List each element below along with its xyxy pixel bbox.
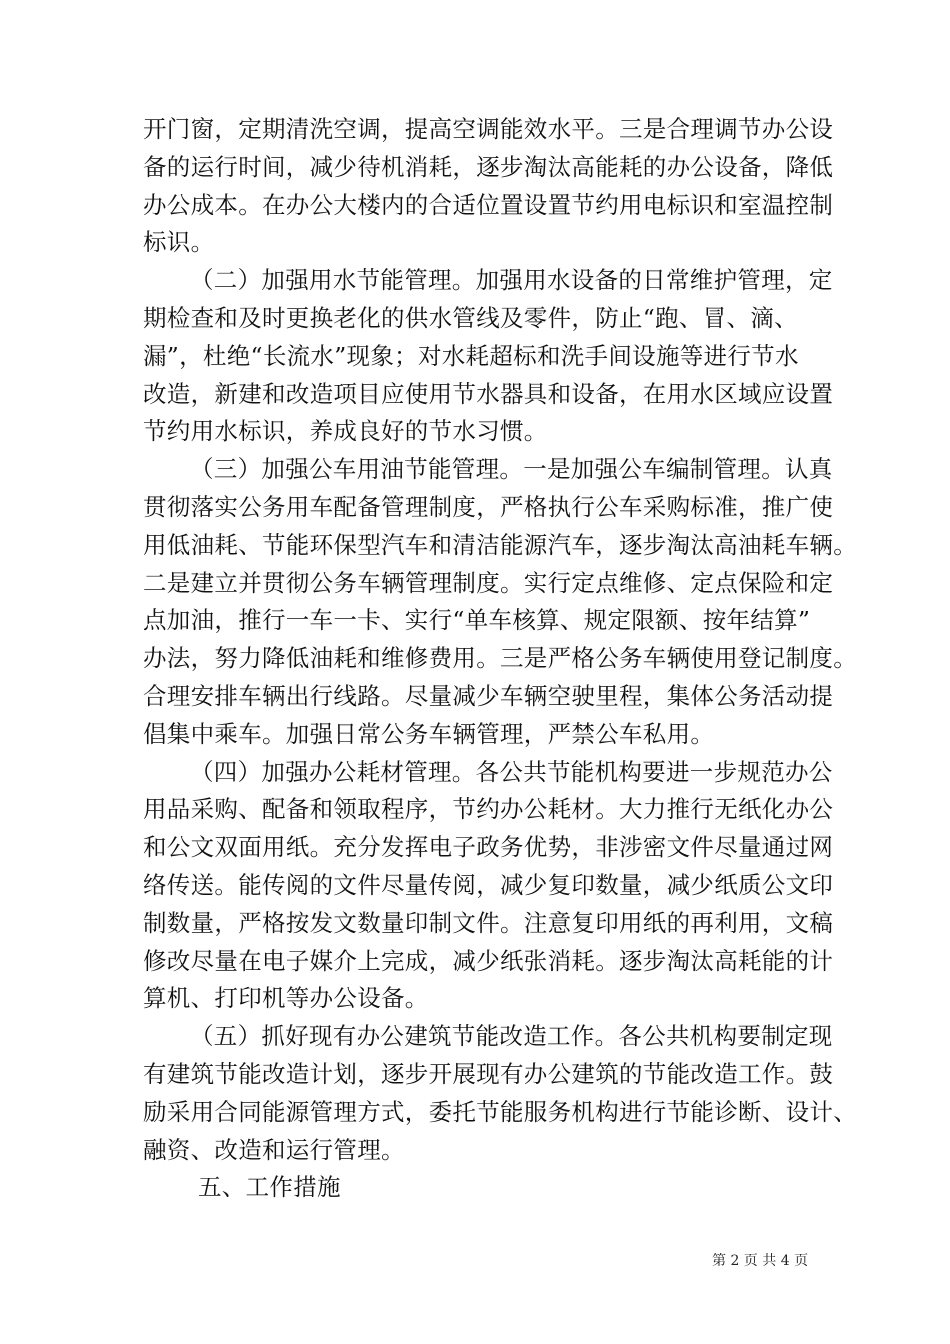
paragraph-building-retrofit — [143, 1018, 857, 1169]
text-line: 办法，努力降低油耗和维修费用。三是严格公务车辆使用登记制度。 — [143, 644, 857, 673]
paragraph-office-supplies — [143, 754, 834, 1019]
paragraph-water-saving — [143, 262, 834, 451]
text-line: （四）加强办公耗材管理。各公共节能机构要进一步规范办公 — [190, 757, 833, 786]
text-line: 合理安排车辆出行线路。尽量减少车辆空驶里程，集体公务活动提 — [143, 681, 834, 710]
document-body — [143, 111, 857, 1207]
text-line: 办公成本。在办公大楼内的合适位置设置节约用电标识和室温控制 — [143, 190, 834, 219]
section-heading: 五、工作措施 — [198, 1173, 341, 1202]
text-line: 贯彻落实公务用车配备管理制度，严格执行公车采购标准，推广使 — [143, 492, 834, 521]
text-line: 制数量，严格按发文数量印制文件。注意复印用纸的再利用，文稿 — [143, 908, 834, 937]
text-line: 倡集中乘车。加强日常公务车辆管理，严禁公车私用。 — [143, 719, 715, 748]
text-line: 修改尽量在电子媒介上完成，减少纸张消耗。逐步淘汰高耗能的计 — [143, 946, 834, 975]
text-line: （二）加强用水节能管理。加强用水设备的日常维护管理，定 — [190, 266, 833, 295]
page-number: 第 2 页 共 4 页 — [712, 1253, 809, 1269]
text-line: 有建筑节能改造计划，逐步开展现有办公建筑的节能改造工作。鼓 — [143, 1059, 834, 1088]
text-line: 和公文双面用纸。充分发挥电子政务优势，非涉密文件尽量通过网 — [143, 833, 834, 862]
text-line: 用低油耗、节能环保型汽车和清洁能源汽车，逐步淘汰高油耗车辆。 — [143, 530, 857, 559]
text-line: 二是建立并贯彻公务车辆管理制度。实行定点维修、定点保险和定 — [143, 568, 834, 597]
text-line: 融资、改造和运行管理。 — [143, 1135, 405, 1164]
text-line: 算机、打印机等办公设备。 — [143, 984, 429, 1013]
text-line: 改造，新建和改造项目应使用节水器具和设备，在用水区域应设置 — [143, 379, 834, 408]
text-line: 络传送。能传阅的文件尽量传阅，减少复印数量，减少纸质公文印 — [143, 870, 834, 899]
text-line: 励采用合同能源管理方式，委托节能服务机构进行节能诊断、设计、 — [143, 1097, 857, 1126]
text-line: 漏”，杜绝“长流水”现象；对水耗超标和洗手间设施等进行节水 — [143, 341, 799, 370]
text-line: 期检查和及时更换老化的供水管线及零件，防止“跑、冒、滴、 — [143, 303, 798, 332]
text-line: 备的运行时间，减少待机消耗，逐步淘汰高能耗的办公设备，降低 — [143, 152, 834, 181]
paragraph-continuation — [143, 111, 834, 262]
text-line: 开门窗，定期清洗空调，提高空调能效水平。三是合理调节办公设 — [143, 115, 834, 143]
text-line: （三）加强公车用油节能管理。一是加强公车编制管理。认真 — [190, 455, 833, 484]
text-line: 标识。 — [143, 228, 215, 257]
text-line: 点加油，推行一车一卡、实行“单车核算、规定限额、按年结算” — [143, 606, 811, 635]
paragraph-vehicle-fuel — [143, 451, 857, 753]
text-line: 用品采购、配备和领取程序，节约办公耗材。大力推行无纸化办公 — [143, 795, 834, 824]
text-line: 节约用水标识，养成良好的节水习惯。 — [143, 417, 548, 446]
text-line: （五）抓好现有办公建筑节能改造工作。各公共机构要制定现 — [190, 1022, 833, 1051]
